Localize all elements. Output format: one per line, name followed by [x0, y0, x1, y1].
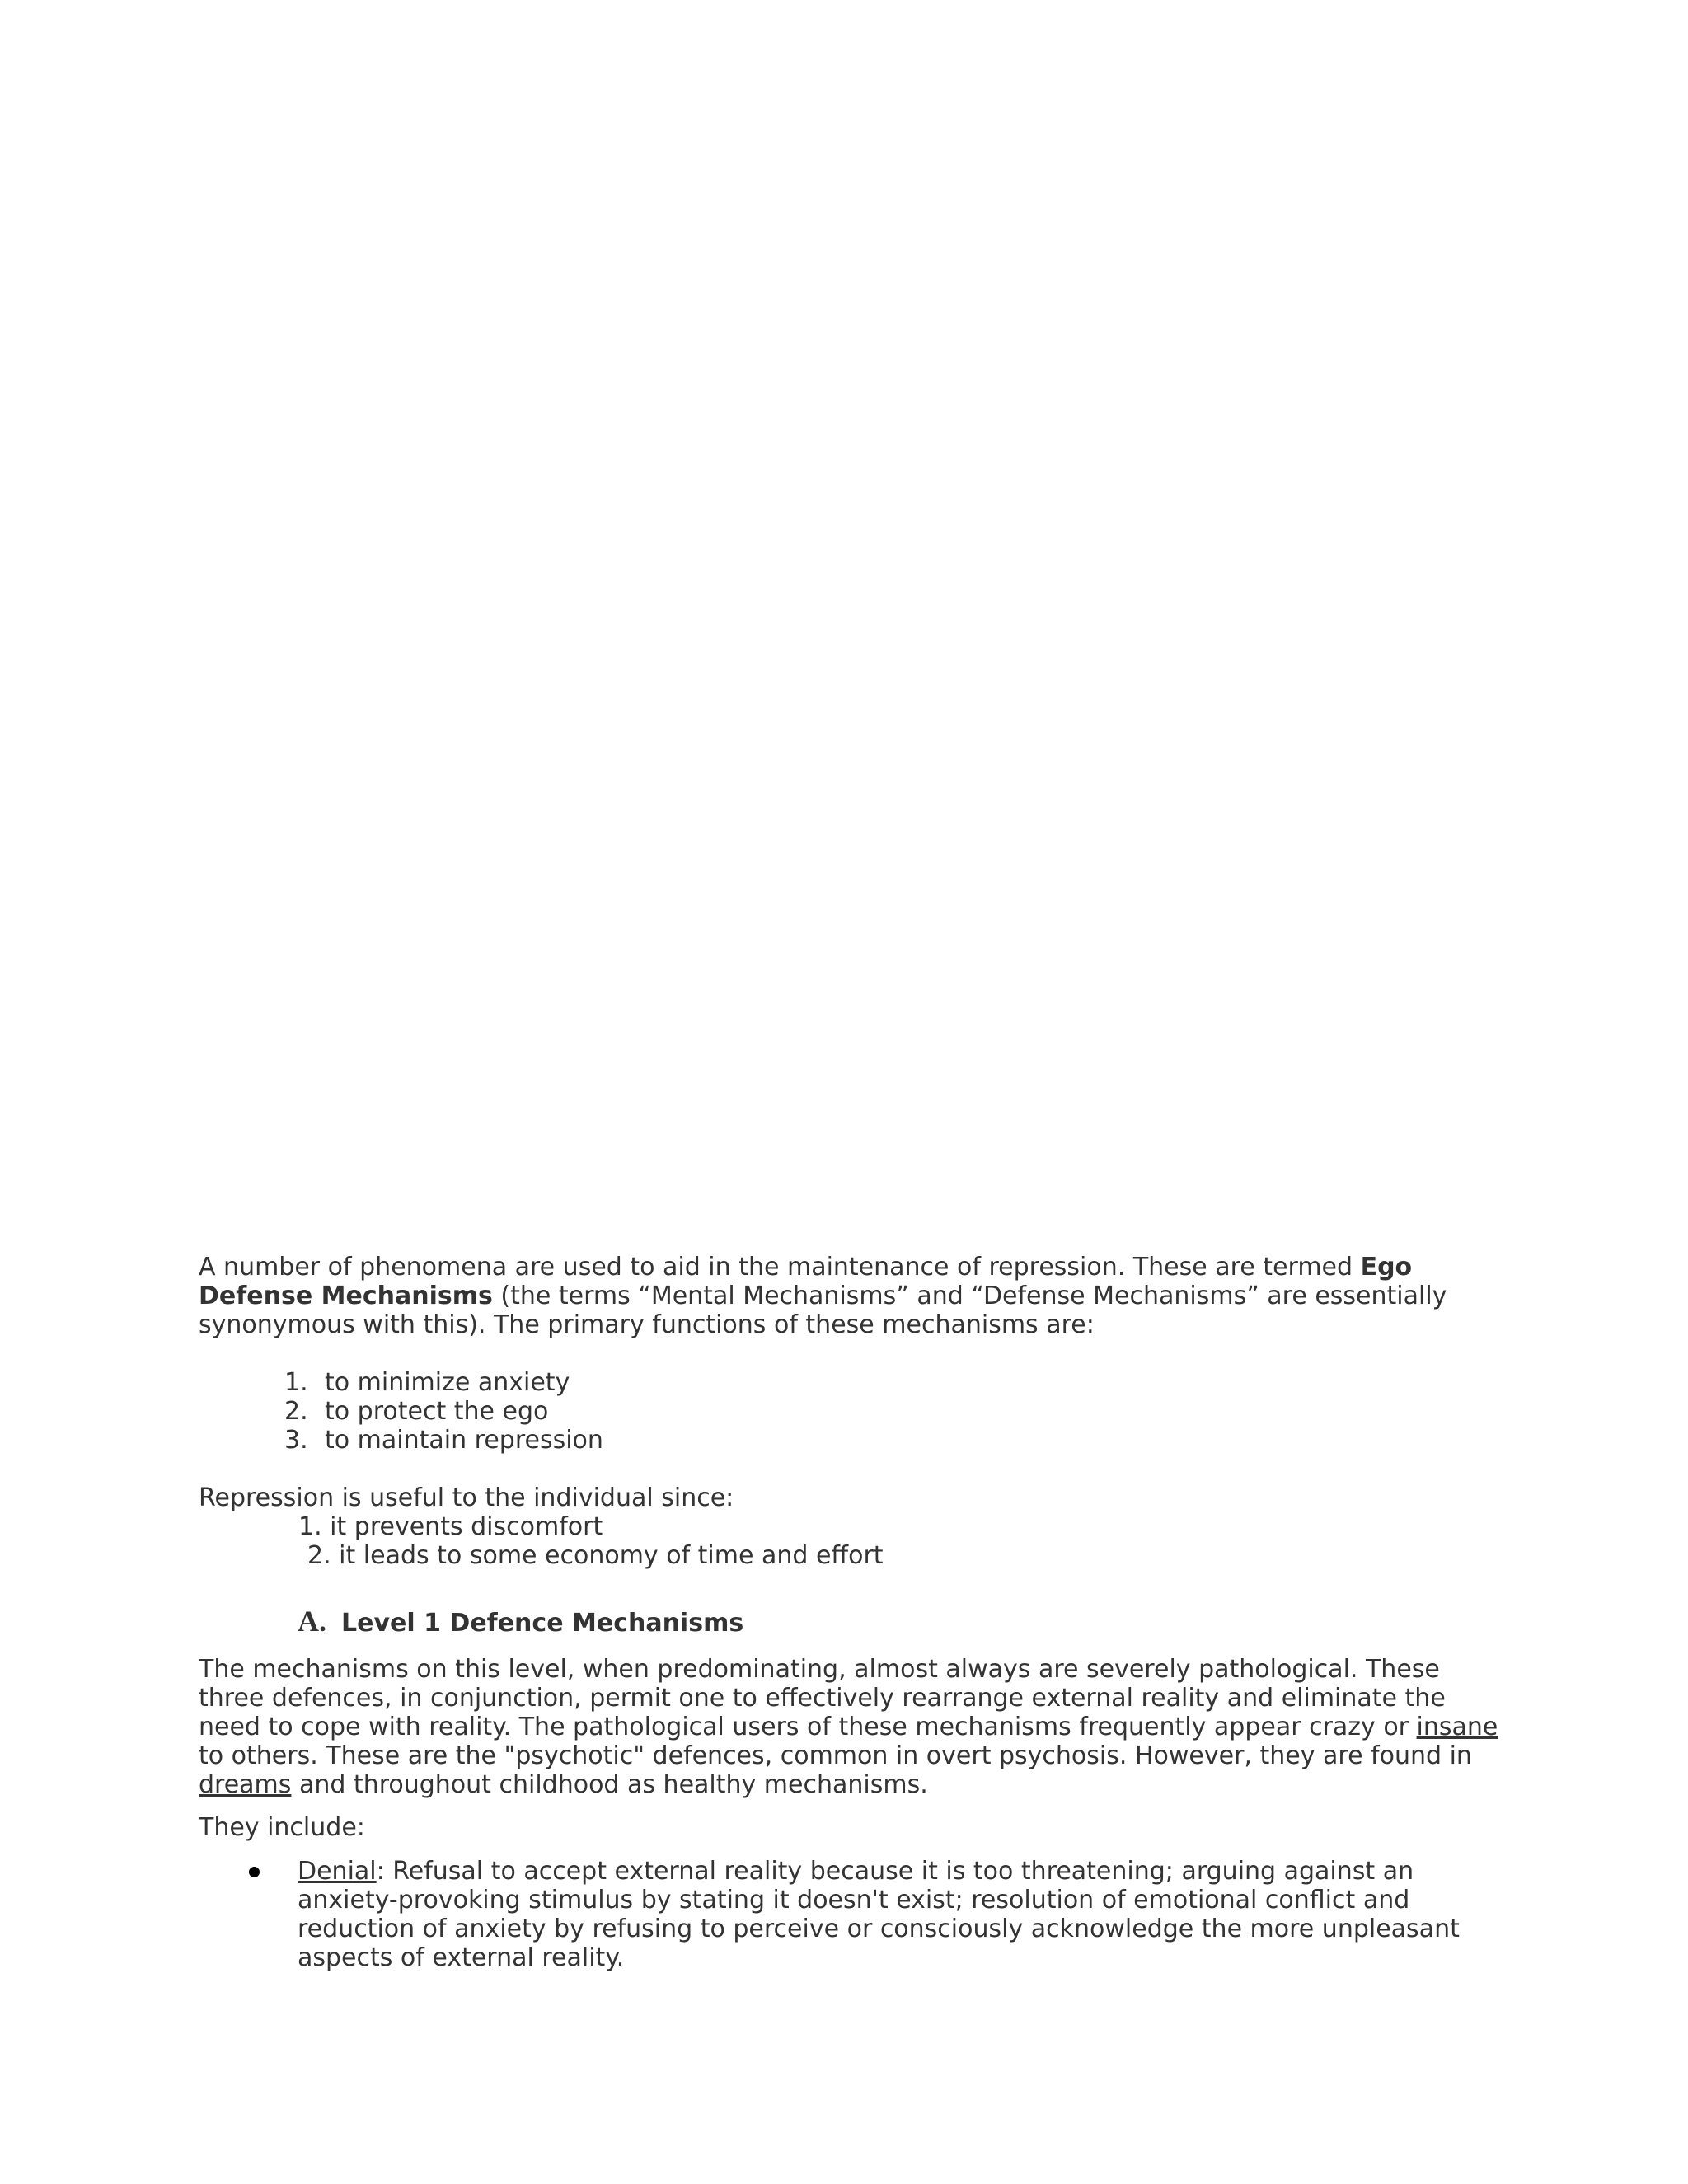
list-marker: 2.	[284, 1397, 308, 1426]
list-item-text: to maintain repression	[325, 1426, 603, 1455]
intro-text-continued: (the terms “Mental Mechanisms” and “Defense Mechanisms” are essentially synonymous with this). The primary functions of these mechanisms are:	[199, 1282, 1447, 1339]
document-body	[199, 1253, 1501, 1972]
section-title: Level 1 Defence Mechanisms	[341, 1609, 744, 1638]
intro-bold-term: Ego Defense Mechanisms	[199, 1253, 1413, 1310]
functions-list	[199, 1368, 1501, 1455]
list-marker: 1.	[284, 1368, 308, 1397]
list-item-text: : Refusal to accept external reality because it is too threatening; arguing against an anxiety-provoking stimulus by stating it doesn't exist; resolution of emotional conflict and reduction of anxiety by refusing to perceive or consciously acknowledge the more unpleasant aspects of external reality.	[298, 1857, 1460, 1972]
description-text: and throughout childhood as healthy mechanisms.	[291, 1770, 928, 1799]
list-item: 2. it leads to some economy of time and effort	[307, 1541, 884, 1570]
include-label: They include:	[199, 1813, 365, 1842]
description-text: The mechanisms on this level, when predominating, almost always are severely pathological. These three defences, in conjunction, permit one to effectively rearrange external reality and eliminate the need to cope with reality. The pathological users of these mechanisms frequently appear crazy or	[199, 1655, 1446, 1741]
list-item	[199, 1368, 1501, 1397]
repression-intro: Repression is useful to the individual since:	[199, 1483, 734, 1512]
description-paragraph	[199, 1655, 1501, 1799]
list-item	[199, 1426, 1501, 1455]
list-item-text: to minimize anxiety	[325, 1368, 570, 1397]
list-item-text: to protect the ego	[325, 1397, 549, 1426]
list-item: 1. it prevents discomfort	[298, 1512, 603, 1541]
section-letter: A.	[298, 1605, 326, 1638]
intro-text: A number of phenomena are used to aid in the maintenance of repression. These are termed	[199, 1253, 1361, 1282]
list-marker: 3.	[284, 1426, 308, 1455]
intro-paragraph	[199, 1253, 1501, 1339]
bullet-icon	[249, 1867, 260, 1877]
list-item	[199, 1857, 1501, 1972]
description-text: to others. These are the "psychotic" defences, common in overt psychosis. However, they are found in	[199, 1741, 1472, 1770]
list-item	[199, 1397, 1501, 1426]
dreams-link[interactable]: dreams	[199, 1770, 292, 1799]
insane-link[interactable]: insane	[1416, 1713, 1498, 1741]
repression-list	[199, 1512, 1501, 1570]
denial-link[interactable]: Denial	[298, 1857, 377, 1886]
mechanisms-list	[199, 1857, 1501, 1972]
section-heading	[199, 1605, 1501, 1640]
